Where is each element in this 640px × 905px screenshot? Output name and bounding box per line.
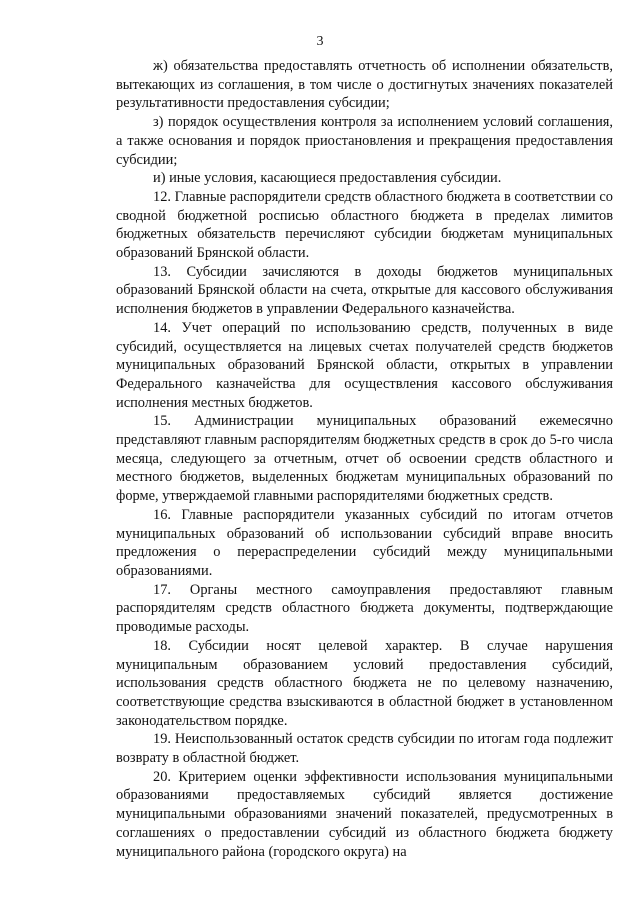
paragraph-18: 18. Субсидии носят целевой характер. В случае нарушения муниципальным образованием условий предоставления субсидий, использования средств областного бюджета не по целевому назначению, соответствующие средства взыскиваются в областной бюджет в установленном законодательством порядке. — [116, 637, 613, 729]
paragraph-19: 19. Неиспользованный остаток средств субсидии по итогам года подлежит возврату в областной бюджет. — [116, 731, 613, 767]
paragraph-17: 17. Органы местного самоуправления предоставляют главным распорядителям средств областного бюджета документы, подтверждающие проводимые расходы. — [116, 581, 613, 636]
paragraph-zh: ж) обязательства предоставлять отчетность об исполнении обязательств, вытекающих из соглашения, в том числе о достигнутых значениях показателей результативности предоставления субсидии; — [116, 58, 613, 112]
paragraph-z: з) порядок осуществления контроля за исполнением условий соглашения, а также основания и порядок приостановления и прекращения предоставления субсидии; — [116, 114, 613, 168]
paragraph-i: и) иные условия, касающиеся предоставления субсидии. — [153, 170, 502, 187]
paragraph-12: 12. Главные распорядители средств областного бюджета в соответствии со сводной бюджетной росписью областного бюджета в пределах лимитов бюджетных обязательств перечисляют субсидии бюджетам муниципальных образований Брянской области. — [116, 188, 613, 262]
paragraph-16: 16. Главные распорядители указанных субсидий по итогам отчетов муниципальных образований об использовании субсидий вправе вносить предложения о перераспределении субсидий между муниципальными образованиями. — [116, 506, 613, 579]
document-body — [116, 57, 613, 861]
paragraph-14: 14. Учет операций по использованию средств, полученных в виде субсидий, осуществляется на лицевых счетах получателей средств бюджетов муниципальных образований Брянской области, открытых в управлении Федерального казначейства для осуществления кассового обслуживания исполнения местных бюджетов. — [116, 319, 613, 411]
paragraph-20: 20. Критерием оценки эффективности использования муниципальными образованиями предоставляемых субсидий является достижение муниципальными образованиями значений показателей, предусмотренных в соглашениях о предоставлении субсидий из областного бюджета бюджету муниципального района (городского округа) на — [116, 768, 613, 860]
page-number: 3 — [316, 34, 324, 49]
paragraph-13: 13. Субсидии зачисляются в доходы бюджетов муниципальных образований Брянской области на счета, открытые для кассового обслуживания исполнения бюджетов в управлении Федерального казначейства. — [116, 263, 613, 318]
paragraph-15: 15. Администрации муниципальных образований ежемесячно представляют главным распорядителям бюджетных средств в срок до 5-го числа месяца, следующего за отчетным, отчет об освоении средств областного и местного бюджетов, выделенных бюджетам муниципальных образований по форме, утверждаемой главными распорядителями бюджетных средств. — [116, 413, 613, 505]
